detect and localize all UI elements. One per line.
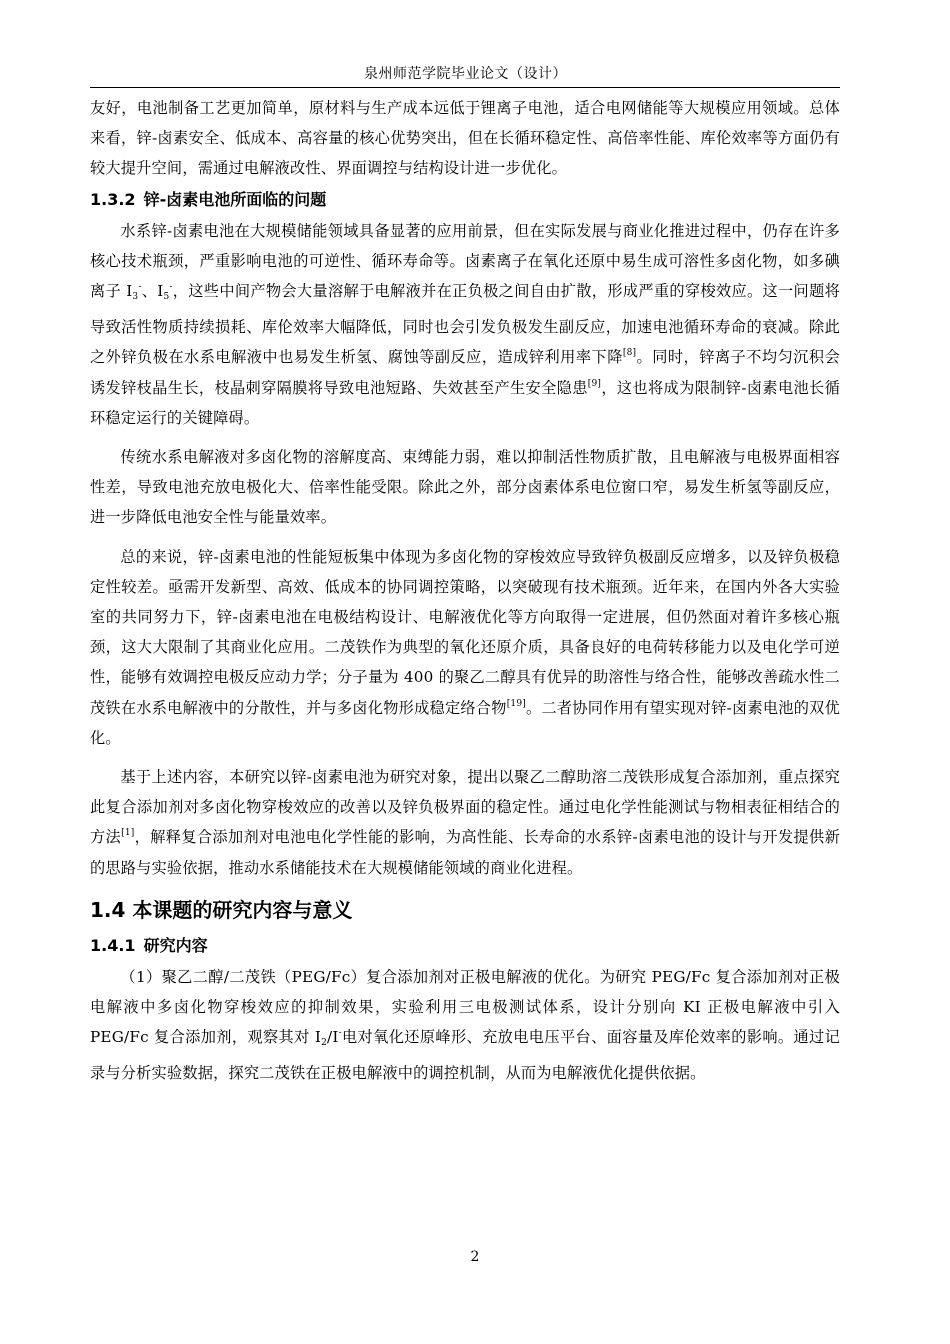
- section-number: 1.3.2: [90, 189, 136, 209]
- text-run: 。二者协同作用有望实现对锌-卤素电池的双优化。: [90, 698, 840, 747]
- citation: [8]: [622, 348, 637, 359]
- section-1-4-1-heading: [90, 931, 840, 961]
- page-header: 泉州师范学院毕业论文（设计）: [364, 66, 567, 82]
- section-title: 研究内容: [143, 935, 208, 955]
- text-run: （1）聚乙二醇/二茂铁（PEG/Fc）复合添加剂对正极电解液的优化。为研究 PEG/Fc 复合添加剂对正极电解液中多卤化物穿梭效应的抑制效果，实验利用三电极测试体系，设计分别向 KI 正极电解液中引入 PEG/Fc 复合添加剂，观察其对 I: [90, 967, 840, 1047]
- problems-paragraph: [90, 216, 840, 433]
- electrolyte-paragraph: 传统水系电解液对多卤化物的溶解度高、束缚能力弱，难以抑制活性物质扩散，且电解液与电极界面相容性差，导致电池充放电极化大、倍率性能受限。除此之外，部分卤素体系电位窗口窄，易发生析氢等副反应，进一步降低电池安全性与能量效率。: [90, 448, 840, 527]
- citation: [9]: [587, 378, 602, 389]
- intro-paragraph: 友好，电池制备工艺更加简单，原材料与生产成本远低于锂离子电池，适合电网储能等大规模应用领域。总体来看，锌-卤素安全、低成本、高容量的核心优势突出，但在长循环稳定性、高倍率性能、库伦效率等方面仍有较大提升空间，需通过电解液改性、界面调控与结构设计进一步优化。: [90, 99, 840, 178]
- text-run: ，这些中间产物会大量溶解于电解液并在正负极之间自由扩散，形成严重的穿梭效应。这一问题将导致活性物质持续损耗、库伦效率大幅降低，同时也会引发负极发生副反应，加速电池循环寿命的衰减。除此之外锌负极在水系电解液中也易发生析氢、腐蚀等副反应，造成锌利用率下降: [90, 282, 840, 367]
- text-run: ，这也将成为限制锌-卤素电池长循环稳定运行的关键障碍。: [90, 378, 840, 427]
- subscript: 5: [163, 292, 170, 303]
- superscript: -: [169, 282, 173, 293]
- subscript: 2: [321, 1038, 328, 1049]
- page-body: [90, 93, 840, 1089]
- header-rule: [90, 87, 840, 88]
- text-run: 。同时，锌离子不均匀沉积会诱发锌枝晶生长，枝晶刺穿隔膜将导致电池短路、失效甚至产生安全隐患: [90, 348, 840, 397]
- citation: [1]: [121, 828, 135, 839]
- text-run: ，解释复合添加剂对电池电化学性能的影响，为高性能、长寿命的水系锌-卤素电池的设计与开发提供新的思路与实验依据，推动水系储能技术在大规模储能领域的商业化进程。: [90, 828, 840, 877]
- text-run: 电对氧化还原峰形、充放电电压平台、面容量及库伦效率的影响。通过记录与分析实验数据，探究二茂铁在正极电解液中的调控机制，从而为电解液优化提供依据。: [90, 1028, 840, 1083]
- text-run: 、I: [141, 282, 164, 301]
- section-number: 1.4.1: [90, 935, 136, 955]
- text-run: 水系锌-卤素电池在大规模储能领域具备显著的应用前景，但在实际发展与商业化推进过程中，仍存在许多核心技术瓶颈，严重影响电池的可逆性、循环寿命等。卤素离子在氧化还原中易生成可溶性多卤化物，如多碘离子 I: [90, 221, 840, 301]
- section-1-4-heading: 1.4 本课题的研究内容与意义: [90, 897, 353, 922]
- summary-paragraph: [90, 542, 840, 753]
- page-number: 2: [470, 1249, 480, 1265]
- subscript: 3: [132, 292, 139, 303]
- research-content-paragraph: [90, 962, 840, 1089]
- text-run: 总的来说，锌-卤素电池的性能短板集中体现为多卤化物的穿梭效应导致锌负极副反应增多，以及锌负极稳定性较差。亟需开发新型、高效、低成本的协同调控策略，以突破现有技术瓶颈。近年来，在国内外各大实验室的共同努力下，锌-卤素电池在电极结构设计、电解液优化等方向取得一定进展，但仍然面对着许多核心瓶颈，这大大限制了其商业化应用。二茂铁作为典型的氧化还原介质，具备良好的电荷转移能力以及电化学可逆性，能够有效调控电极反应动力学；分子量为 400 的聚乙二醇具有优异的助溶性与络合性，能够改善疏水性二茂铁在水系电解液中的分散性，并与多卤化物形成稳定络合物: [90, 547, 840, 717]
- section-1-3-2-heading: [90, 185, 840, 215]
- section-title: 锌-卤素电池所面临的问题: [143, 189, 327, 209]
- superscript: -: [138, 282, 142, 293]
- superscript: -: [338, 1028, 342, 1039]
- citation: [19]: [506, 698, 526, 709]
- research-basis-paragraph: [90, 762, 840, 883]
- text-run: 基于上述内容，本研究以锌-卤素电池为研究对象，提出以聚乙二醇助溶二茂铁形成复合添加剂，重点探究此复合添加剂对多卤化物穿梭效应的改善以及锌负极界面的稳定性。通过电化学性能测试与物相表征相结合的方法: [90, 768, 840, 847]
- text-run: /I: [327, 1028, 339, 1047]
